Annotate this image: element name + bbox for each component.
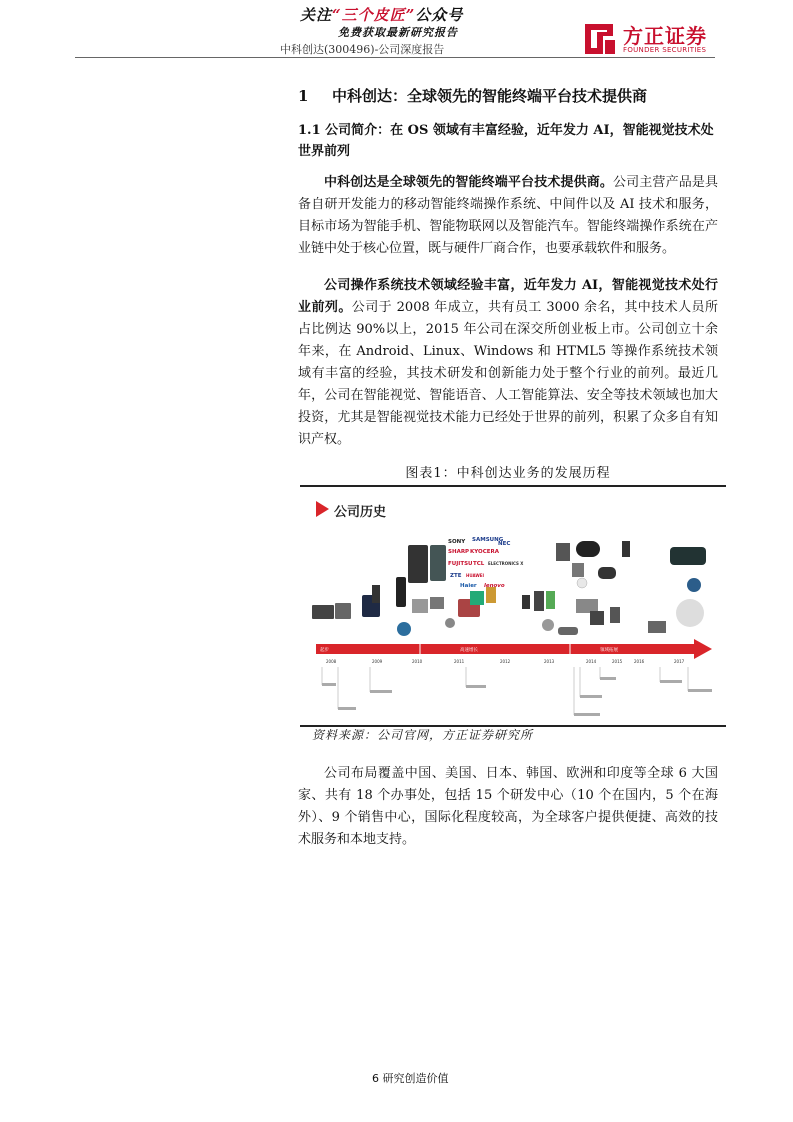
timeline-bar bbox=[316, 639, 712, 659]
company-history-figure bbox=[300, 485, 726, 727]
paragraph-1-lead: 中科创达是全球领先的智能终端平台技术提供商。 bbox=[324, 175, 614, 190]
brand-logos bbox=[448, 537, 523, 589]
paragraph-3 bbox=[298, 763, 718, 851]
paragraph-2-lead: 公司操作系统技术领域经验丰富，近年发力 AI，智能视觉技术处行业前列。 bbox=[298, 278, 718, 315]
brand-haier: Haier bbox=[460, 583, 477, 589]
section-title: 中科创达：全球领先的智能终端平台技术提供商 bbox=[332, 87, 648, 105]
paragraph-2-body: 公司于 2008 年成立，共有员工 3000 余名，其中技术人员所占比例达 90%以上，2015 年公司在深交所创业板上市。公司创立十余年来，在 Android、Linux、Windows 和 HTML5 等操作系统技术领域有丰富的经验，其技术研发和创新能力处于整个行业的前列。最近几年，公司在智能视觉、智能语音、人工智能算法、安全等技术领域也加大投资，尤其是智能视觉技术能力已经处于世界的前列，积累了众多自有知识产权。 bbox=[298, 300, 718, 447]
paragraph-3-body: 公司布局覆盖中国、美国、日本、韩国、欧洲和印度等全球 6 大国家、共有 18 个办事处，包括 15 个研发中心（10 个在国内，5 个在海外）、9 个销售中心，国际化程度较高，为全球客户提供便捷、高效的技术服务和本地支持。 bbox=[298, 766, 718, 847]
report-subtitle: 中科创达(300496)-公司深度报告 bbox=[280, 43, 445, 56]
year-label: 2014 bbox=[586, 659, 597, 664]
device-images bbox=[312, 541, 706, 636]
brand-nec: NEC bbox=[498, 541, 511, 547]
watermark-line2: 免费获取最新研究报告 bbox=[338, 26, 458, 39]
year-label: 2009 bbox=[372, 659, 383, 664]
history-timeline-graphic bbox=[300, 487, 726, 725]
subsection-heading: 1.1 公司简介：在 OS 领域有丰富经验，近年发力 AI，智能视觉技术处世界前列 bbox=[298, 123, 714, 159]
year-label: 2011 bbox=[454, 659, 465, 664]
figure-caption: 图表1：中科创达业务的发展历程 bbox=[405, 466, 611, 481]
paragraph-2 bbox=[298, 275, 718, 451]
brand-fujitsu: FUJITSU bbox=[448, 561, 473, 567]
brand-zte: ZTE bbox=[450, 573, 462, 579]
phase-start: 起步 bbox=[320, 648, 329, 653]
figure-inner-title: 公司历史 bbox=[334, 505, 387, 520]
phase-growth: 高速增长 bbox=[460, 648, 478, 653]
brand-kyocera: KYOCERA bbox=[470, 549, 500, 555]
year-label: 2015 bbox=[612, 659, 623, 664]
year-label: 2013 bbox=[544, 659, 555, 664]
watermark-line1: 关注“三个皮匠”公众号 bbox=[300, 6, 464, 24]
brand-samsung: SAMSUNG bbox=[472, 537, 504, 543]
event-notes bbox=[322, 677, 712, 716]
logo-text-en: FOUNDER SECURITIES bbox=[623, 46, 707, 54]
founder-logo bbox=[583, 20, 713, 58]
year-label: 2012 bbox=[500, 659, 511, 664]
brand-sharp: SHARP bbox=[448, 549, 470, 555]
brand-sony: SONY bbox=[448, 539, 466, 545]
watermark-highlight: “三个皮匠” bbox=[332, 6, 416, 24]
founder-logo-icon bbox=[583, 22, 617, 56]
paragraph-1 bbox=[298, 172, 718, 260]
year-label: 2008 bbox=[326, 659, 337, 664]
logo-text-cn: 方正证券 bbox=[623, 24, 707, 48]
section-heading bbox=[298, 85, 647, 106]
figure-source: 资料来源：公司官网，方正证券研究所 bbox=[312, 728, 534, 742]
phase-expand: 领域拓展 bbox=[600, 648, 618, 653]
year-label: 2010 bbox=[412, 659, 423, 664]
section-number: 1 bbox=[298, 87, 309, 105]
year-label: 2017 bbox=[674, 659, 685, 664]
brand-tcl: TCL bbox=[473, 561, 485, 567]
timeline-years bbox=[326, 659, 685, 664]
paragraph-1-body: 公司主营产品是具备自研开发能力的移动智能终端操作系统、中间件以及 AI 技术和服务，目标市场为智能手机、智能物联网以及智能汽车。智能终端操作系统在产业链中处于核心位置，既与硬件厂商合作，也要承载软件和服务。 bbox=[298, 175, 718, 256]
brand-huawei: HUAWEI bbox=[466, 573, 485, 578]
page-footer: 6 研究创造价值 bbox=[372, 1072, 449, 1085]
year-label: 2016 bbox=[634, 659, 645, 664]
brand-lenovo: lenovo bbox=[484, 583, 505, 589]
brand-electronics: ELECTRONICS X bbox=[488, 561, 524, 566]
